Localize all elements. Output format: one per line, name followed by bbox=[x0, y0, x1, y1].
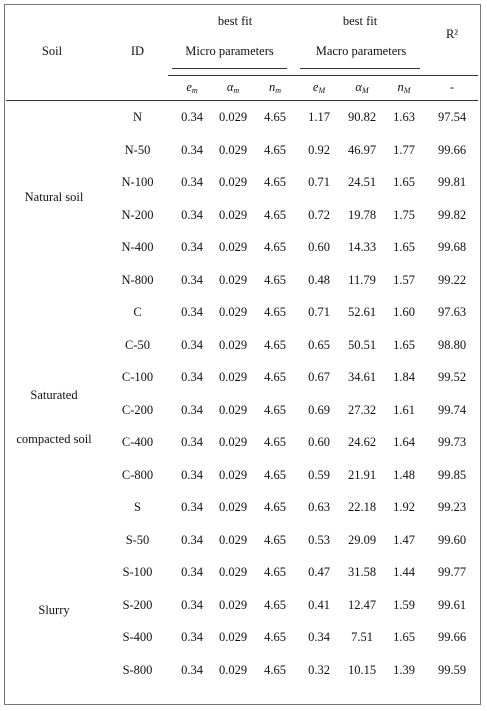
cell-em: 0.34 bbox=[181, 207, 203, 222]
cell-em: 0.34 bbox=[181, 597, 203, 612]
cell-em: 0.34 bbox=[181, 467, 203, 482]
cell-eM: 0.34 bbox=[308, 630, 330, 644]
cell-nm: 4.65 bbox=[264, 305, 286, 319]
cell-alpha-m: 0.029 bbox=[218, 370, 248, 384]
cell-em: 0.34 bbox=[181, 240, 203, 254]
cell-id: S-100 bbox=[122, 565, 153, 579]
cell-nm: 4.65 bbox=[264, 337, 286, 352]
cell-alpha-M: 52.61 bbox=[347, 305, 377, 319]
cell-nm: 4.65 bbox=[264, 500, 286, 514]
cell-id: C bbox=[133, 305, 142, 319]
cell-nM: 1.57 bbox=[393, 272, 415, 287]
cell-alpha-m: 0.029 bbox=[218, 467, 248, 482]
cell-nM: 1.65 bbox=[393, 240, 415, 254]
cell-alpha-M: 14.33 bbox=[347, 240, 377, 254]
cell-r2: 99.52 bbox=[437, 370, 467, 384]
cell-id: C-400 bbox=[121, 435, 154, 449]
cell-r2: 99.74 bbox=[437, 402, 467, 417]
cell-alpha-M: 7.51 bbox=[351, 630, 373, 644]
cell-r2: 97.63 bbox=[437, 305, 467, 319]
cell-nm: 4.65 bbox=[264, 110, 286, 124]
cell-nM: 1.77 bbox=[393, 142, 415, 157]
cell-eM: 0.72 bbox=[308, 207, 330, 222]
cell-r2: 99.68 bbox=[437, 240, 467, 254]
cell-alpha-M: 34.61 bbox=[347, 370, 377, 384]
cell-alpha-m: 0.029 bbox=[218, 532, 248, 547]
cell-nm: 4.65 bbox=[264, 565, 286, 579]
header-best-fit-macro: best fit bbox=[342, 14, 378, 28]
header-best-fit-micro: best fit bbox=[217, 14, 253, 28]
cell-alpha-M: 24.51 bbox=[347, 175, 377, 189]
cell-em: 0.34 bbox=[181, 272, 203, 287]
subheader-r2-dash: - bbox=[449, 80, 455, 94]
subheader-em: $e_m$ bbox=[186, 80, 198, 95]
cell-nm: 4.65 bbox=[264, 175, 286, 189]
cell-nm: 4.65 bbox=[264, 630, 286, 644]
cell-id: S-50 bbox=[125, 532, 150, 547]
cell-em: 0.34 bbox=[181, 565, 203, 579]
cell-alpha-M: 22.18 bbox=[347, 500, 377, 514]
cell-id: C-800 bbox=[121, 467, 154, 482]
cell-alpha-m: 0.029 bbox=[218, 337, 248, 352]
cell-nM: 1.59 bbox=[393, 597, 415, 612]
cell-nM: 1.92 bbox=[393, 500, 415, 514]
cell-nm: 4.65 bbox=[264, 662, 286, 677]
cell-nM: 1.61 bbox=[393, 402, 415, 417]
cell-nM: 1.65 bbox=[393, 175, 415, 189]
cell-alpha-m: 0.029 bbox=[218, 272, 248, 287]
cell-alpha-M: 12.47 bbox=[347, 597, 377, 612]
cell-id: S-400 bbox=[122, 630, 153, 644]
cell-r2: 99.81 bbox=[437, 175, 467, 189]
cell-em: 0.34 bbox=[181, 175, 203, 189]
subheader-alpha-M: $\alpha_M$ bbox=[355, 80, 369, 95]
cell-id: N-800 bbox=[121, 272, 154, 287]
cell-alpha-m: 0.029 bbox=[218, 597, 248, 612]
cell-nm: 4.65 bbox=[264, 240, 286, 254]
header-r2: R² bbox=[445, 27, 459, 41]
cell-r2: 99.85 bbox=[437, 467, 467, 482]
cell-r2: 99.59 bbox=[437, 662, 467, 677]
cell-id: N-100 bbox=[121, 175, 154, 189]
group-natural-soil: Natural soil bbox=[24, 190, 84, 204]
cell-r2: 99.23 bbox=[437, 500, 467, 514]
cell-eM: 0.32 bbox=[308, 662, 330, 677]
cell-nM: 1.47 bbox=[393, 532, 415, 547]
cell-eM: 0.71 bbox=[308, 175, 330, 189]
cell-id: S-800 bbox=[122, 662, 153, 677]
cell-nM: 1.65 bbox=[393, 337, 415, 352]
cell-alpha-M: 50.51 bbox=[347, 337, 377, 352]
cell-id: N bbox=[132, 110, 143, 124]
cell-alpha-M: 11.79 bbox=[348, 272, 376, 287]
cell-em: 0.34 bbox=[181, 500, 203, 514]
cell-eM: 0.48 bbox=[308, 272, 330, 287]
cell-nm: 4.65 bbox=[264, 597, 286, 612]
cell-id: S bbox=[134, 500, 141, 514]
cell-eM: 0.71 bbox=[308, 305, 330, 319]
cell-eM: 0.65 bbox=[308, 337, 330, 352]
cell-em: 0.34 bbox=[181, 662, 203, 677]
cell-alpha-m: 0.029 bbox=[218, 305, 248, 319]
cell-em: 0.34 bbox=[181, 305, 203, 319]
cell-eM: 0.63 bbox=[308, 500, 330, 514]
subheader-nm: $n_m$ bbox=[268, 80, 282, 95]
cell-em: 0.34 bbox=[181, 402, 203, 417]
cell-nM: 1.60 bbox=[393, 305, 415, 319]
cell-r2: 99.73 bbox=[437, 435, 467, 449]
cell-em: 0.34 bbox=[181, 532, 203, 547]
cell-id: N-400 bbox=[121, 240, 154, 254]
cell-nM: 1.64 bbox=[393, 435, 415, 449]
cell-alpha-M: 27.32 bbox=[347, 402, 377, 417]
cell-r2: 99.60 bbox=[437, 532, 467, 547]
cell-nm: 4.65 bbox=[264, 272, 286, 287]
group-saturated-line1: Saturated bbox=[30, 388, 78, 402]
cell-alpha-M: 46.97 bbox=[347, 142, 377, 157]
cell-eM: 0.47 bbox=[308, 565, 330, 579]
cell-alpha-m: 0.029 bbox=[218, 207, 248, 222]
cell-id: S-200 bbox=[122, 597, 153, 612]
cell-nM: 1.84 bbox=[393, 370, 415, 384]
cell-id: C-200 bbox=[121, 402, 154, 417]
cell-alpha-m: 0.029 bbox=[218, 402, 248, 417]
cell-alpha-M: 24.62 bbox=[347, 435, 377, 449]
cell-id: C-50 bbox=[125, 337, 150, 352]
cell-alpha-M: 21.91 bbox=[347, 467, 377, 482]
cell-alpha-m: 0.029 bbox=[218, 662, 248, 677]
cell-nM: 1.75 bbox=[393, 207, 415, 222]
cell-r2: 99.77 bbox=[437, 565, 467, 579]
cell-alpha-m: 0.029 bbox=[218, 110, 248, 124]
cell-eM: 0.53 bbox=[308, 532, 330, 547]
cell-eM: 0.60 bbox=[308, 435, 330, 449]
cell-nm: 4.65 bbox=[264, 532, 286, 547]
cell-nM: 1.48 bbox=[393, 467, 415, 482]
cell-r2: 98.80 bbox=[437, 337, 467, 352]
rule-macro bbox=[300, 68, 420, 69]
cell-alpha-M: 29.09 bbox=[347, 532, 377, 547]
header-id: ID bbox=[130, 44, 145, 58]
cell-eM: 0.92 bbox=[308, 142, 330, 157]
cell-eM: 0.69 bbox=[308, 402, 330, 417]
cell-nM: 1.63 bbox=[393, 110, 415, 124]
cell-em: 0.34 bbox=[181, 110, 203, 124]
cell-nm: 4.65 bbox=[264, 370, 286, 384]
subheader-eM: $e_M$ bbox=[312, 80, 326, 95]
header-macro-parameters: Macro parameters bbox=[315, 44, 407, 58]
cell-nM: 1.39 bbox=[393, 662, 415, 677]
subheader-alpha-m: $\alpha_m$ bbox=[226, 80, 240, 95]
cell-id: N-200 bbox=[121, 207, 154, 222]
cell-nM: 1.44 bbox=[393, 565, 415, 579]
cell-id: N-50 bbox=[124, 142, 151, 157]
cell-eM: 0.59 bbox=[308, 467, 330, 482]
cell-eM: 0.67 bbox=[308, 370, 330, 384]
cell-alpha-m: 0.029 bbox=[218, 240, 248, 254]
cell-em: 0.34 bbox=[181, 630, 203, 644]
cell-em: 0.34 bbox=[181, 370, 203, 384]
rule-micro bbox=[172, 68, 287, 69]
cell-alpha-m: 0.029 bbox=[218, 500, 248, 514]
cell-alpha-m: 0.029 bbox=[218, 175, 248, 189]
cell-r2: 99.66 bbox=[437, 142, 467, 157]
cell-alpha-M: 10.15 bbox=[347, 662, 377, 677]
cell-r2: 99.82 bbox=[437, 207, 467, 222]
cell-em: 0.34 bbox=[181, 337, 203, 352]
cell-nm: 4.65 bbox=[264, 467, 286, 482]
cell-nM: 1.65 bbox=[393, 630, 415, 644]
cell-nm: 4.65 bbox=[264, 402, 286, 417]
cell-em: 0.34 bbox=[181, 435, 203, 449]
rule-header-bottom bbox=[6, 100, 478, 101]
cell-alpha-m: 0.029 bbox=[218, 565, 248, 579]
cell-r2: 99.22 bbox=[437, 272, 467, 287]
cell-alpha-M: 90.82 bbox=[347, 110, 377, 124]
cell-alpha-m: 0.029 bbox=[218, 142, 248, 157]
cell-nm: 4.65 bbox=[264, 435, 286, 449]
cell-r2: 97.54 bbox=[437, 110, 467, 124]
cell-alpha-m: 0.029 bbox=[218, 435, 248, 449]
group-slurry: Slurry bbox=[38, 603, 70, 617]
header-micro-parameters: Micro parameters bbox=[185, 44, 274, 58]
cell-alpha-M: 31.58 bbox=[347, 565, 377, 579]
cell-nm: 4.65 bbox=[264, 207, 286, 222]
cell-id: C-100 bbox=[121, 370, 154, 384]
cell-r2: 99.66 bbox=[437, 630, 467, 644]
cell-r2: 99.61 bbox=[437, 597, 467, 612]
cell-alpha-m: 0.029 bbox=[218, 630, 248, 644]
cell-alpha-M: 19.78 bbox=[347, 207, 377, 222]
cell-em: 0.34 bbox=[181, 142, 203, 157]
group-saturated-line2: compacted soil bbox=[16, 432, 92, 446]
header-soil: Soil bbox=[41, 44, 63, 58]
subheader-nM: $n_M$ bbox=[397, 80, 411, 95]
cell-eM: 0.60 bbox=[308, 240, 330, 254]
cell-nm: 4.65 bbox=[264, 142, 286, 157]
cell-eM: 1.17 bbox=[308, 110, 330, 124]
cell-eM: 0.41 bbox=[308, 597, 330, 612]
rule-subheader-top bbox=[168, 75, 478, 76]
